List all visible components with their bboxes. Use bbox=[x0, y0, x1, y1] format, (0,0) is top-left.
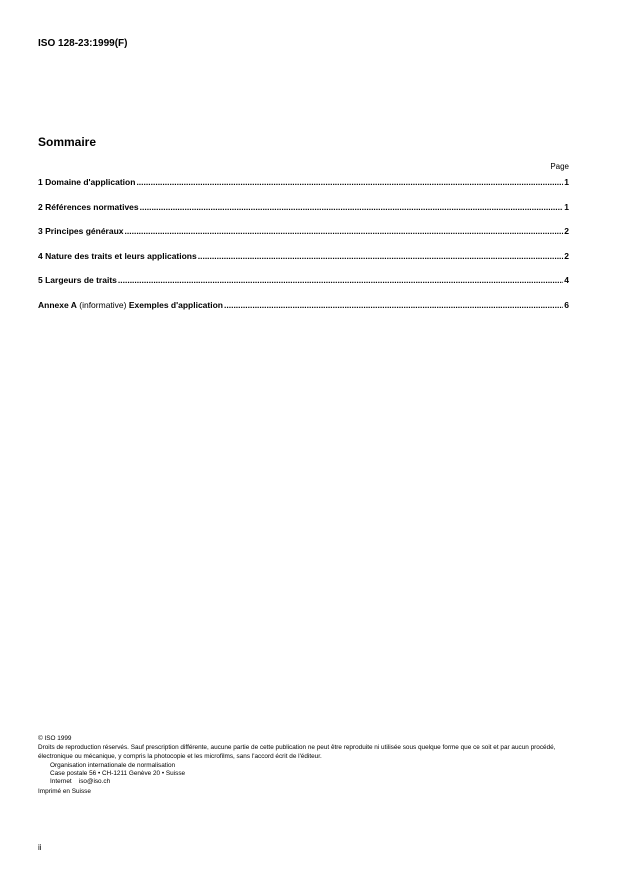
toc-entry[interactable] bbox=[38, 202, 569, 227]
toc-entry-title: 1 Domaine d'application bbox=[38, 177, 136, 187]
toc-entry-page: 6 bbox=[564, 299, 569, 310]
toc-entry[interactable] bbox=[38, 275, 569, 300]
toc-entry-title: Annexe A (informative) Exemples d'application bbox=[38, 299, 223, 310]
page-number: ii bbox=[38, 843, 42, 852]
toc-leader-dots bbox=[136, 177, 563, 187]
toc-entry-title: 3 Principes généraux bbox=[38, 226, 124, 236]
copyright-notice: © ISO 1999 bbox=[38, 735, 72, 742]
toc-leader-dots bbox=[125, 226, 564, 236]
copyright-block bbox=[38, 735, 583, 796]
toc-entry-page: 1 bbox=[564, 177, 569, 187]
toc-leader-dots bbox=[198, 251, 564, 261]
toc-entry-title: 5 Largeurs de traits bbox=[38, 275, 117, 285]
internet-line bbox=[38, 778, 583, 786]
toc-leader-dots bbox=[118, 275, 563, 285]
toc-page-label: Page bbox=[550, 162, 569, 171]
toc-entry-title: 2 Références normatives bbox=[38, 201, 139, 212]
toc-entry[interactable] bbox=[38, 251, 569, 276]
organisation-name: Organisation internationale de normalisation bbox=[50, 761, 176, 769]
printed-in: Imprimé en Suisse bbox=[38, 787, 91, 795]
postal-address: Case postale 56 • CH-1211 Genève 20 • Suisse bbox=[50, 770, 186, 778]
toc-entry-page: 4 bbox=[564, 275, 569, 285]
internet-label: Internet bbox=[50, 778, 72, 786]
internet-email[interactable]: iso@iso.ch bbox=[78, 778, 111, 786]
toc-entry[interactable] bbox=[38, 226, 569, 251]
toc-entry[interactable] bbox=[38, 177, 569, 202]
toc-entry-note: (informative) bbox=[76, 299, 129, 310]
toc-leader-dots bbox=[224, 300, 563, 310]
toc-entry-page: 1 bbox=[564, 201, 569, 212]
toc-entry[interactable] bbox=[38, 300, 569, 325]
document-header: ISO 128-23:1999(F) bbox=[38, 38, 128, 49]
toc-entry-page: 2 bbox=[564, 226, 569, 236]
table-of-contents bbox=[38, 177, 569, 324]
toc-entry-title: 4 Nature des traits et leurs applications bbox=[38, 250, 197, 261]
toc-leader-dots bbox=[140, 202, 564, 212]
toc-entry-page: 2 bbox=[564, 250, 569, 261]
rights-text: Droits de reproduction réservés. Sauf prescription différente, aucune partie de cette publication ne peut être reproduite ni utilisée sous quelque forme que ce soit et par aucun procédé, électronique ou mécanique, y compris la photocopie et les microfilms, sans l'accord écrit de l'éditeur. bbox=[38, 744, 556, 760]
toc-title: Sommaire bbox=[38, 135, 97, 149]
